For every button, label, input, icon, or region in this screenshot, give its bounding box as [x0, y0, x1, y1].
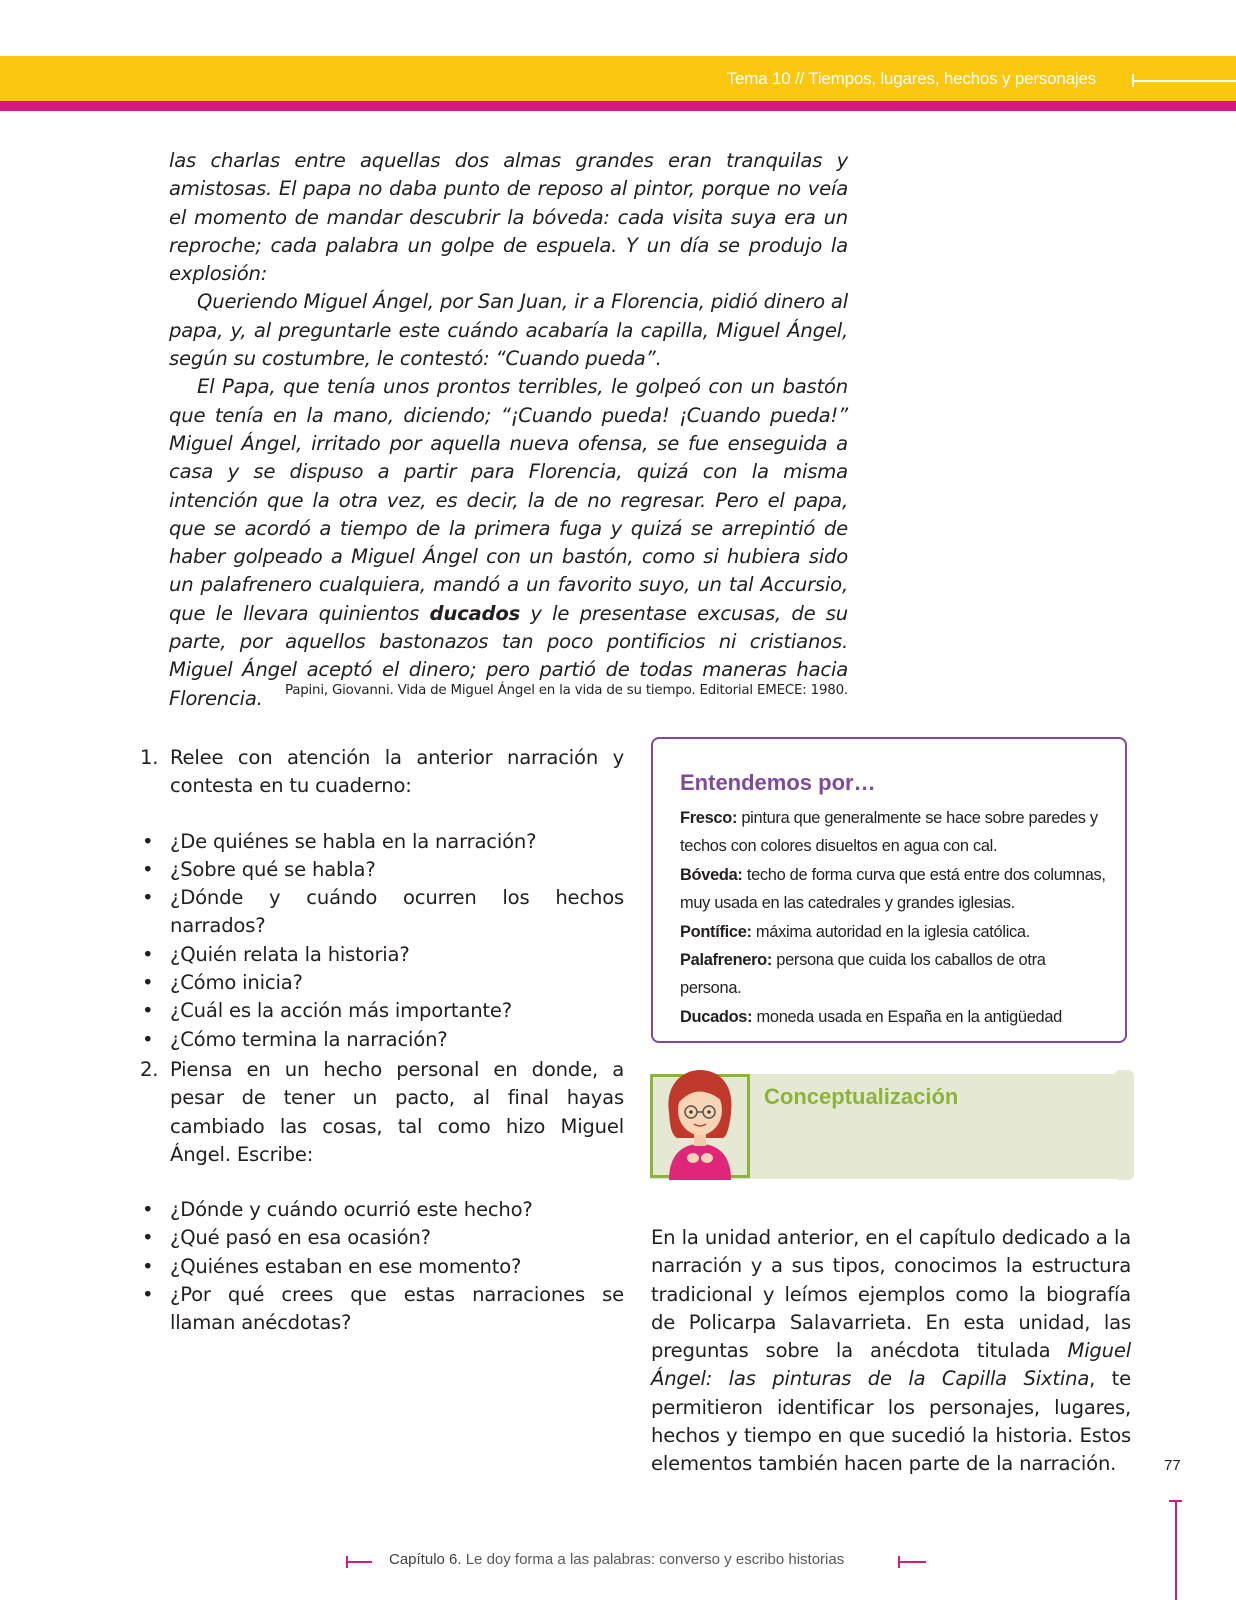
concept-text-end: , te permitieron identificar los personajes, lugares, hechos y tiempo en que sucedió la historia. Estos elementos también hacen parte de la narración. [651, 1367, 1131, 1476]
definition-text: máxima autoridad en la iglesia católica. [751, 922, 1031, 941]
bullet-icon: • [142, 857, 154, 881]
bullet-icon: • [142, 942, 154, 966]
question-1-bullets [140, 828, 624, 1054]
definitions-title: Entendemos por… [680, 770, 876, 795]
side-rule [1175, 1501, 1177, 1600]
concept-text [651, 1224, 1131, 1479]
definitions-box [651, 737, 1127, 1043]
question-2-bullets [140, 1196, 624, 1337]
definition-term: Ducados: [680, 1007, 753, 1026]
concept-text-start: En la unidad anterior, en el capítulo dedicado a la narración y a sus tipos, conocimos la estructura tradicional y leímos ejemplos como la biografía de Policarpa Salavarrieta. En esta unidad, las preguntas sobre la anécdota titulada [651, 1226, 1131, 1363]
list-item: • ¿Dónde y cuándo ocurren los hechos narrados? [140, 884, 624, 941]
footer-rule-left [346, 1561, 372, 1563]
story-paragraph-3-start: El Papa, que tenía unos prontos terribles, le golpeó con un bastón que tenía en la mano, diciendo; “¡Cuando pueda! ¡Cuando pueda!” Miguel Ángel, irritado por aquella nueva ofensa, se fue enseguida a casa y se dispuso a partir para Florencia, quizá con la misma intención que la otra vez, es decir, la de no regresar. Pero el papa, que se acordó a tiempo de la primera fuga y quizá se arrepintió de haber golpeado a Miguel Ángel con un bastón, como si hubiera sido un palafrenero cualquiera, mandó a un favorito suyo, un tal Accursio, que le llevara quinientos [169, 375, 848, 625]
list-item: • ¿Dónde y cuándo ocurrió este hecho? [140, 1196, 624, 1224]
definition-text: moneda usada en España en la antigüedad [752, 1007, 1062, 1026]
footer-title: Le doy forma a las palabras: converso y escribo historias [461, 1551, 845, 1568]
bullet-icon: • [142, 1283, 154, 1307]
definition-term: Pontífice: [680, 922, 752, 941]
list-item: • ¿Quién relata la historia? [140, 941, 624, 969]
definition-text: techo de forma curva que está entre dos columnas, muy usada en las catedrales y grandes iglesias. [680, 865, 1106, 913]
definition-item [680, 918, 1110, 946]
girl-reading-icon [655, 1068, 745, 1180]
bullet-icon: • [142, 886, 154, 910]
page-number: 77 [1164, 1457, 1181, 1474]
question-2 [140, 1056, 624, 1338]
story-paragraph-1: las charlas entre aquellas dos almas grandes eran tranquilas y amistosas. El papa no daba punto de reposo al pintor, porque no veía el momento de mandar descubrir la bóveda: cada visita suya era un reproche; cada palabra un golpe de espuela. Y un día se produjo la explosión: [169, 149, 848, 286]
header-title: Tema 10 // Tiempos, lugares, hechos y personajes [726, 69, 1096, 88]
concept-banner-edge [1114, 1070, 1134, 1180]
question-2-number: 2. [140, 1058, 159, 1081]
footer-rule-right-tick [898, 1556, 900, 1568]
story-paragraph-3 [169, 373, 848, 713]
concept-title: Conceptualización [764, 1084, 959, 1109]
question-1 [140, 744, 624, 1054]
definition-item [680, 1003, 1110, 1031]
definition-term: Bóveda: [680, 865, 743, 884]
list-item: • ¿Por qué crees que estas narraciones se llaman anécdotas? [140, 1281, 624, 1338]
bullet-icon: • [142, 1027, 154, 1051]
definitions-list [680, 804, 1110, 1031]
story-text [169, 147, 848, 713]
question-2-text: Piensa en un hecho personal en donde, a pesar de tener un pacto, al final hayas cambiado las cosas, tal como hizo Miguel Ángel. Escribe: [170, 1058, 624, 1166]
list-item: • ¿Sobre qué se habla? [140, 856, 624, 884]
list-item: • ¿De quiénes se habla en la narración? [140, 828, 624, 856]
definition-text: persona que cuida los caballos de otra persona. [680, 951, 1046, 998]
definition-term: Fresco: [680, 809, 738, 827]
list-item: • ¿Cuál es la acción más importante? [140, 997, 624, 1025]
definition-term: Palafrenero: [680, 951, 773, 970]
definition-item [680, 861, 1110, 918]
bullet-icon: • [142, 829, 154, 853]
list-item: • ¿Quiénes estaban en ese momento? [140, 1253, 624, 1281]
story-bold-word: ducados [429, 601, 521, 625]
bullet-icon: • [142, 1254, 154, 1278]
citation: Papini, Giovanni. Vida de Miguel Ángel en la vida de su tiempo. Editorial EMECE: 1980. [284, 683, 848, 698]
story-paragraph-3-end: y le presentase excusas, de su parte, por aquellos bastonazos tan poco pontificios ni cristianos. Miguel Ángel aceptó el dinero; pero partió de todas maneras hacia Florencia. [169, 601, 848, 710]
bullet-icon: • [142, 999, 154, 1023]
definition-text: pintura que generalmente se hace sobre paredes y techos con colores disueltos en agua con cal. [680, 809, 1098, 856]
header-stripe [0, 101, 1236, 111]
footer [389, 1551, 844, 1568]
list-item: • ¿Cómo inicia? [140, 969, 624, 997]
header-rule-tick [1132, 74, 1134, 87]
list-item: • ¿Cómo termina la narración? [140, 1026, 624, 1054]
definition-item [680, 946, 1110, 1003]
concept-text-title: Miguel Ángel: las pinturas de la Capilla Sixtina [651, 1339, 1131, 1391]
bullet-icon: • [142, 1198, 154, 1222]
bullet-icon: • [142, 1226, 154, 1250]
header-rule [1132, 80, 1236, 82]
question-1-number: 1. [140, 746, 159, 769]
story-paragraph-2: Queriendo Miguel Ángel, por San Juan, ir a Florencia, pidió dinero al papa, y, al preguntarle este cuándo acabaría la capilla, Miguel Ángel, según su costumbre, le contestó: “Cuando pueda”. [169, 290, 848, 371]
bullet-icon: • [142, 971, 154, 995]
list-item: • ¿Qué pasó en esa ocasión? [140, 1224, 624, 1252]
footer-chapter: Capítulo 6. [389, 1551, 462, 1568]
definition-item [680, 804, 1110, 861]
footer-rule-right [898, 1561, 926, 1563]
question-1-text: Relee con atención la anterior narración y contesta en tu cuaderno: [170, 746, 624, 798]
